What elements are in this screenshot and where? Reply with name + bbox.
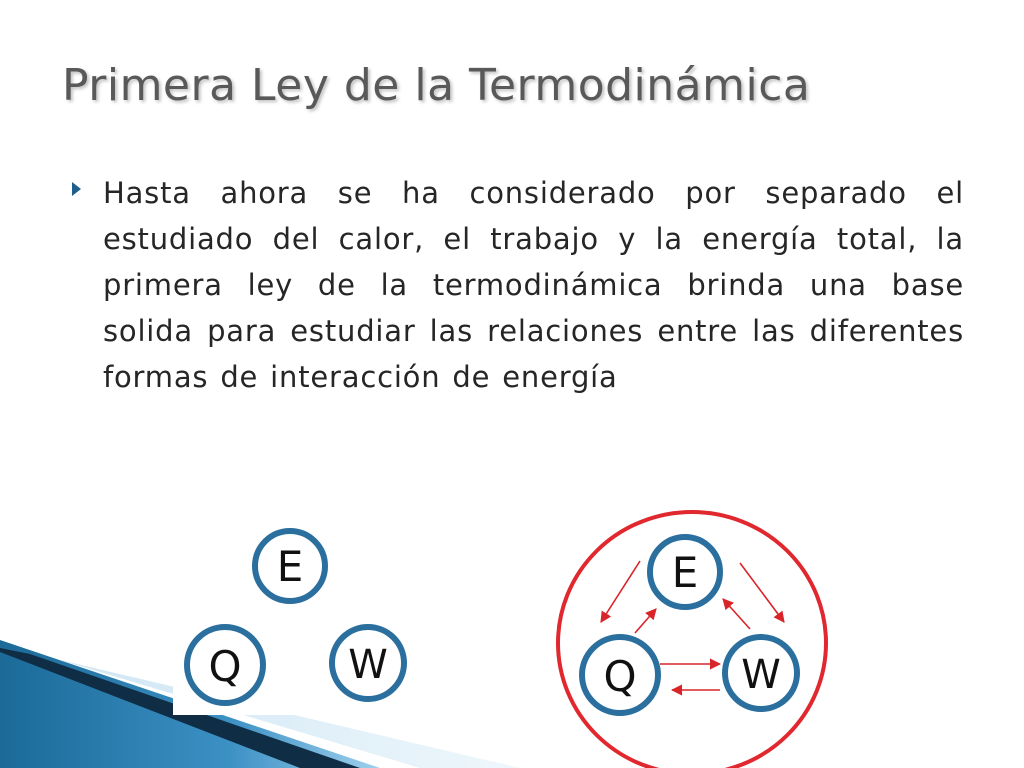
node-q (187, 627, 263, 703)
node-w (725, 637, 797, 709)
triangle-bullet-icon (72, 182, 81, 196)
node-q-label: Q (603, 652, 637, 701)
node-q-label: Q (208, 642, 242, 691)
first-law-relation-diagram (552, 505, 836, 768)
node-w-label: W (348, 642, 388, 688)
node-e-label: E (276, 542, 304, 591)
node-w-label: W (741, 652, 781, 698)
node-q (582, 637, 658, 713)
node-e (255, 531, 325, 601)
node-e-label: E (671, 548, 699, 597)
slide-title: Primera Ley de la Termodinámica (62, 60, 811, 111)
separate-concepts-diagram (173, 515, 428, 715)
bullet-text: Hasta ahora se ha considerado por separado el estudiado del calor, el trabajo y la energía total, la primera ley de la termodinámica brinda una base solida para estudiar las relaciones entre las diferentes formas de interacción de energía (103, 176, 964, 394)
node-e (650, 537, 720, 607)
node-w (332, 627, 404, 699)
